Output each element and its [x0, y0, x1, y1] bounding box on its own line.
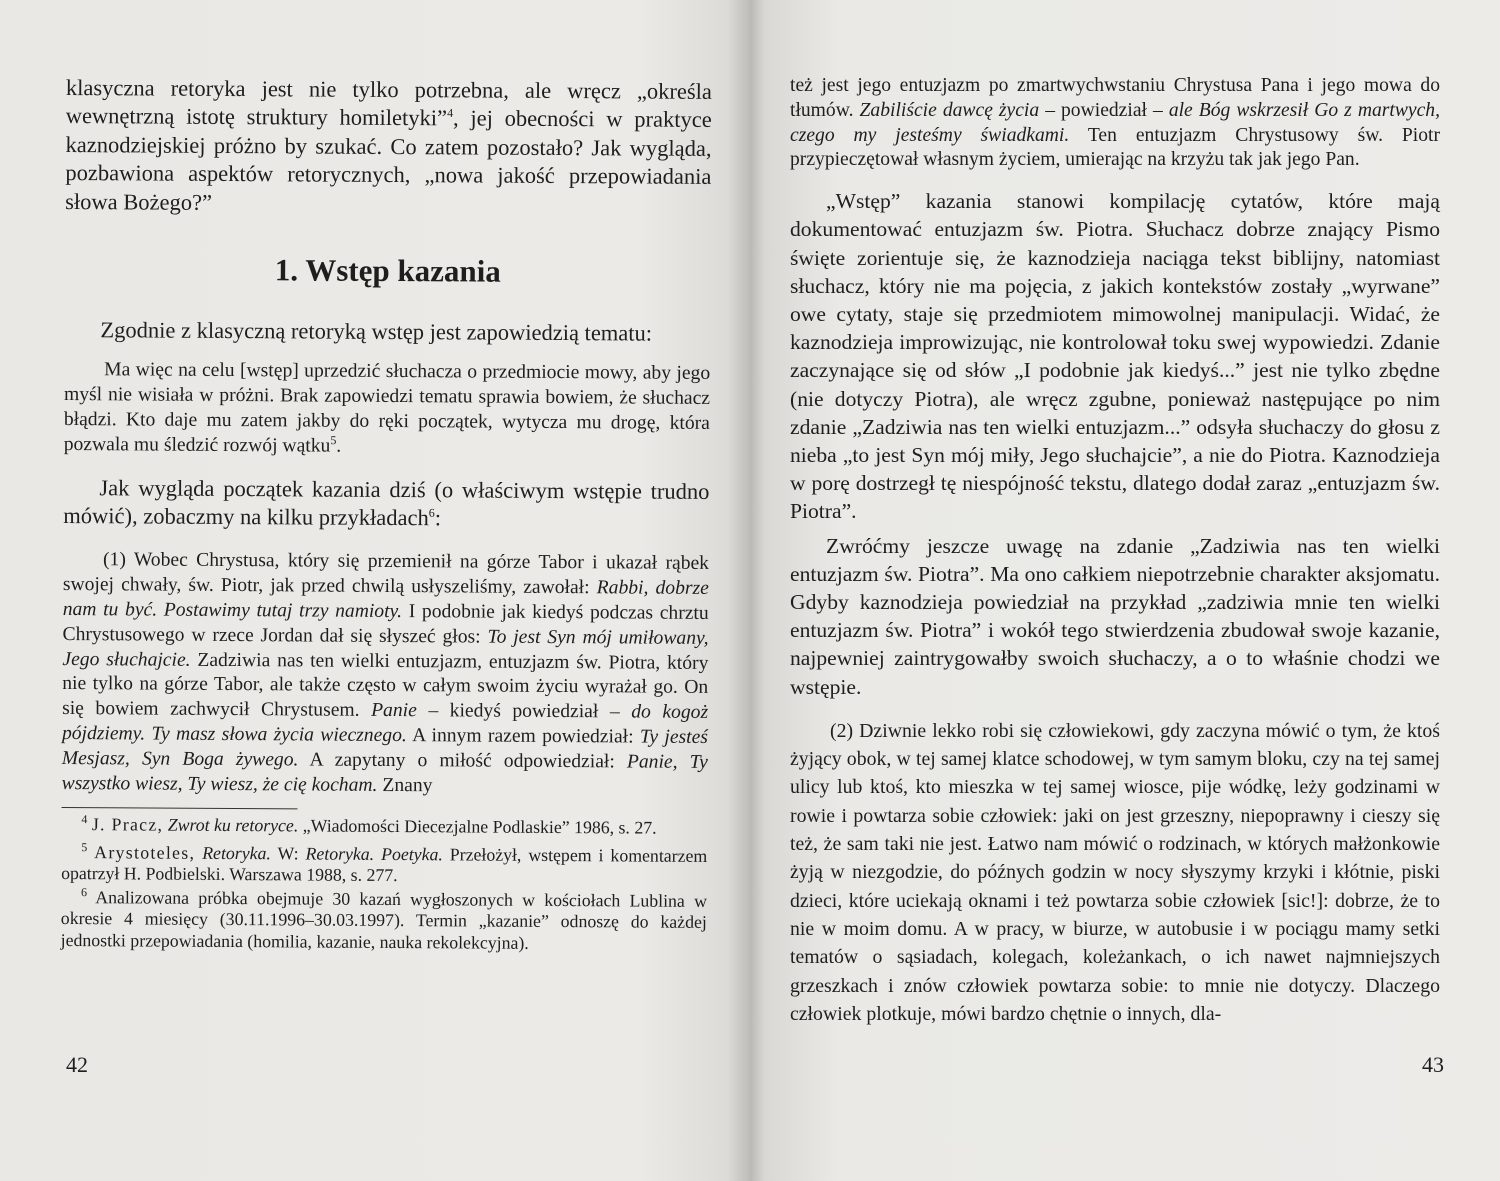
ex1-italic-6: Panie, Ty wszystko wiesz, Ty wiesz, że cię kocham.	[61, 751, 708, 796]
quote-text: Ma więc na celu [wstęp] uprzedzić słuchacza o przedmiocie mowy, aby jego myśl nie wisiała w próżni. Brak zapowiedzi tematu sprawia bowiem, że słuchacz błądzi. Kto daje mu zatem jakby do ręki początek, wytycza mu drogę, która pozwala mu śledzić rozwój wątku	[63, 359, 711, 457]
left-page-content	[61, 74, 712, 955]
ex1-italic-4: do kogoż pójdziemy. Ty masz słowa życia wiecznego.	[61, 701, 709, 747]
jak-paragraph	[63, 474, 709, 535]
footnote-5-title: Retoryka.	[202, 842, 271, 864]
page-number-left: 42	[66, 1052, 88, 1077]
footnote-5	[61, 842, 707, 889]
footnote-4-title: Zwrot ku retoryce.	[167, 815, 299, 836]
jak-text: Jak wygląda początek kazania dziś (o właściwym wstępie trudno mówić), zobaczmy na kilku przykładach	[63, 474, 710, 531]
footnote-rule	[62, 807, 298, 809]
footnote-4-number: 4	[81, 812, 88, 827]
footnote-6	[61, 887, 707, 955]
right-page	[750, 0, 1500, 1181]
ex1-text-d: – kiedyś powiedział –	[416, 700, 632, 723]
footnote-5-rest: Przełożył, wstępem i komentarzem opatrzył H. Podbielski. Warszawa 1988, s. 277.	[61, 844, 708, 886]
zgodnie-paragraph: Zgodnie z klasyczną retoryką wstęp jest zapowiedzią tematu:	[100, 317, 653, 346]
footnote-ref-4: 4	[447, 106, 454, 121]
intro-paragraph	[65, 74, 712, 220]
ex1-italic-1: Rabbi, dobrze nam tu być. Postawimy tutaj trzy namioty.	[62, 577, 709, 623]
footnote-5-title2: Retoryka. Poetyka.	[305, 843, 443, 865]
footnote-5-author: Arystoteles,	[94, 842, 196, 863]
footnote-4-author: J. Pracz,	[91, 814, 164, 836]
section-heading: 1. Wstęp kazania	[274, 252, 501, 289]
jak-end: :	[434, 505, 442, 531]
ex1-text-g: Znany	[377, 774, 433, 796]
footnote-4-rest: „Wiadomości Diecezjalne Podlaskie” 1986, s. 27.	[298, 815, 657, 839]
ex1-italic-3: Panie	[371, 700, 417, 722]
ex1-cont-text-c: Ten entuzjazm Chrystusowy św. Piotr przypieczętował własnym życiem, umierając na krzyżu tak jak jego Pan.	[790, 124, 1440, 171]
example-2: (2) Dziwnie lekko robi się człowiekowi, gdy zaczyna mówić o tym, że ktoś żyjący obok, w tej samej klatce schodowej, w tym samym bloku, czy na tej samej ulicy lub ktoś, kto mieszka w tej samej wiosce, pije wódkę, leży godzinami w rowie i powtarza sobie człowiek: jaki on jest grzeszny, niepoprawny i cieszy się też, że sam taki nie jest. Łatwo nam mówić o rodzinach, w których małżonkowie żyją w niezgodzie, do późnych godzin w nocy słyszymy krzyki i kłótnie, piski dzieci, które uciekają oknami i też powtarza sobie człowiek [sic!]: dobrze, że to nie w moim domu. A w pracy, w biurze, w autobusie i w pociągu mamy setki tematów o sąsiadach, kolegach, koleżankach, o ich nawet najmniejszych grzeszkach i znów człowiek powtarza sobie: to mnie nie dotyczy. Dlaczego człowiek plotkuje, mówi bardzo chętnie o innych, dla-	[790, 719, 1440, 1025]
intro-text: klasyczna retoryka jest nie tylko potrzebna, ale wręcz „określa wewnętrzną istotę struktury homiletyki”	[65, 74, 712, 131]
ex1-text-b: I podobnie jak kiedyś podczas chrztu Chrystusowego w rzece Jordan dał się słyszeć głos:	[62, 601, 709, 648]
quote-end: .	[336, 435, 342, 457]
example-1	[62, 548, 710, 800]
footnote-6-text: Analizowana próbka obejmuje 30 kazań wygłoszonych w kościołach Lublina w okresie 4 miesięcy (30.11.1996–30.03.1997). Termin „kazanie” odnoszę do każdej jednostki przepowiadania (homilia, kazanie, nauka rekolekcyjna).	[60, 887, 708, 953]
footnote-4	[61, 814, 707, 839]
footnote-5-w: W:	[270, 843, 306, 864]
ex1-cont-italic-1: Zabiliście dawcę życia	[859, 99, 1040, 121]
footnote-ref-5: 5	[330, 432, 337, 447]
ex1-cont-italic-2: ale Bóg wskrzesił Go z martwych, czego my jesteśmy świadkami.	[790, 99, 1440, 146]
ex1-text-a: (1) Wobec Chrystusa, który się przemienił na górze Tabor i ukazał rąbek swojej chwały, św. Piotr, jak przed chwilą usłyszeliśmy, zawołał:	[62, 549, 710, 599]
ex1-italic-2: To jest Syn mój umiłowany, Jego słuchajcie.	[62, 626, 709, 671]
ex1-cont-text-a: też jest jego entuzjazm po zmartwychwstaniu Chrystusa Pana i jego mowa do tłumów.	[790, 75, 1440, 121]
ex1-italic-5: Ty jesteś Mesjasz, Syn Boga żywego.	[61, 726, 709, 771]
ex1-text-e: A innym razem powiedział:	[406, 725, 640, 748]
ex1-text-f: A zapytany o miłość odpowiedział:	[298, 749, 627, 773]
footnote-6-number: 6	[80, 885, 88, 900]
footnote-ref-6: 6	[428, 505, 435, 520]
page-number-right: 43	[1422, 1052, 1444, 1077]
footnote-5-number: 5	[81, 840, 88, 855]
intro-text-cont: , jej obecności w praktyce kaznodziejskiej próżno by szukać. Co zatem pozostało? Jak wygląda, pozbawiona aspektów retorycznych, „nowa jakość przepowiadania słowa Bożego?”	[65, 105, 712, 215]
example-1-continued	[790, 74, 1440, 173]
axiom-paragraph: Zwróćmy jeszcze uwagę na zdanie „Zadziwia nas ten wielki entuzjazm św. Piotra”. Ma ono całkiem niepotrzebnie charakter aksjomatu. Gdyby kaznodzieja powiedział na przykład „zadziwia mnie ten wielki entuzjazm św. Piotra” i wokół tego stwierdzenia zbudował swoje kazanie, najpewniej zaintrygowałby swoich słuchaczy, a o to właśnie chodzi we wstępie.	[790, 533, 1440, 699]
ex1-cont-text-b: – powiedział –	[1039, 99, 1169, 121]
right-page-content	[790, 74, 1440, 1028]
analysis-paragraph: „Wstęp” kazania stanowi kompilację cytatów, które mają dokumentować entuzjazm św. Piotra. Słuchacz dobrze znający Pismo święte zorientuje się, że kaznodzieja naciąga tekst biblijny, natomiast słuchacz, który nie ma pojęcia, z jakich kontekstów zostały „wyrwane” owe cytaty, staje się przedmiotem mimowolnej manipulacji. Widać, że kaznodzieja improwizując, nie kontrolował toku swej wypowiedzi. Zdanie zaczynające się od słów „I podobnie jak kiedyś...” jest nie tylko zbędne (nie dotyczy Piotra), ale wręcz zgubne, ponieważ następujące po nim zdanie „Zadziwia nas ten wielki entuzjazm...” odsyła słuchaczy do głosu z nieba „to jest Syn mój miły, Jego słuchajcie”, a nie do Piotra. Kaznodzieja w porę dostrzegł tę niespójność tekstu, dlatego dodał zaraz „entuzjazm św. Piotra”.	[790, 189, 1440, 524]
block-quote	[64, 358, 711, 461]
ex1-text-c: Zadziwia nas ten wielki entuzjazm, entuzjazm św. Piotra, który nie tylko na górze Tabor, ale także często w całym swoim życiu wyrażał go. On się bowiem zachwycił Chrystusem.	[62, 649, 709, 722]
